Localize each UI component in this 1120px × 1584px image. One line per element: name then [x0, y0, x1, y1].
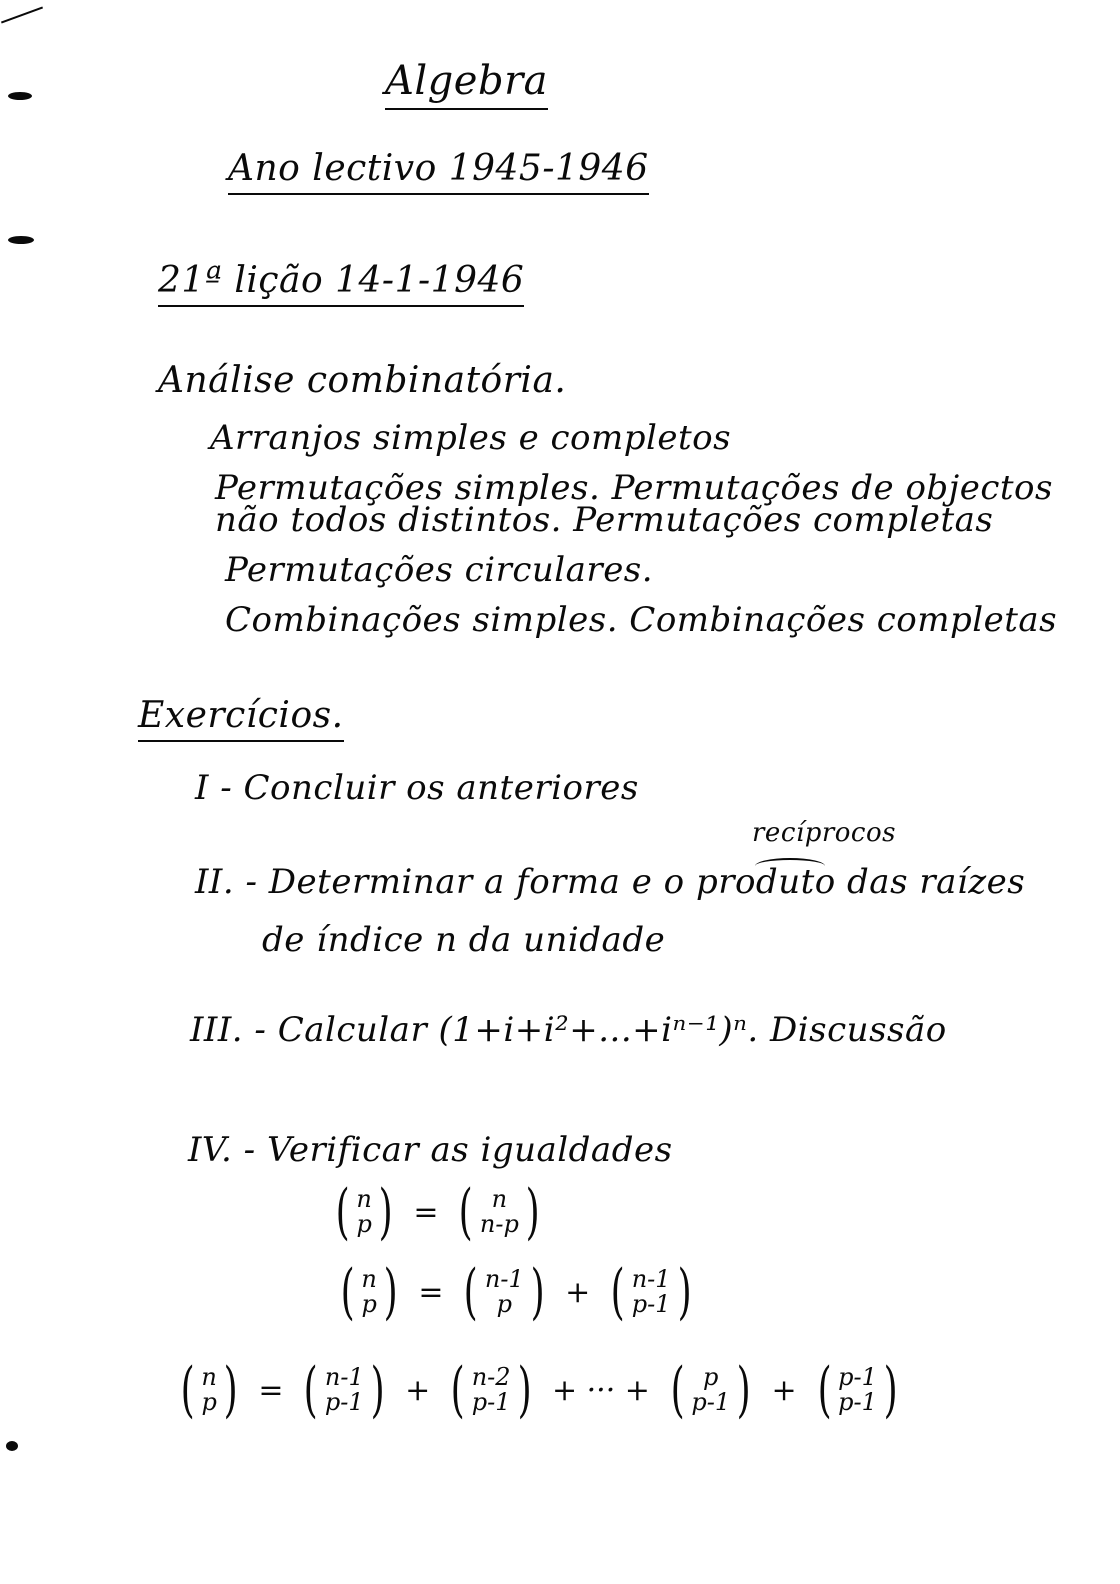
- academic-year: Ano lectivo 1945-1946: [228, 148, 649, 195]
- topic-line-5: Combinações simples. Combinações completas: [225, 600, 1058, 640]
- binom-bottom: p: [361, 1290, 377, 1318]
- topic-line-1: Arranjos simples e completos: [210, 418, 732, 458]
- exercise-ii-line-1: II. - Determinar a forma e o produto das raízes: [195, 862, 1026, 902]
- lesson-heading: 21ª lição 14-1-1946: [158, 260, 524, 307]
- binom-top: p: [703, 1362, 719, 1391]
- binom-lhs: ( n p ): [180, 1355, 238, 1425]
- binom-top: n: [356, 1184, 372, 1213]
- identity-2: [330, 1257, 702, 1327]
- binom-term-2: ( n-2 p-1 ): [450, 1355, 532, 1425]
- binom-term-1: ( n-1 p-1 ): [304, 1355, 385, 1425]
- exercise-i: I - Concluir os anteriores: [195, 768, 639, 808]
- binom-bottom: p-1: [324, 1388, 364, 1416]
- identity-3: [170, 1355, 908, 1425]
- binom-rhs-1: ( n-1 p ): [464, 1257, 545, 1327]
- identity-1: [325, 1177, 550, 1247]
- binom-term-3: ( p p-1 ): [670, 1355, 751, 1425]
- binom-top: n: [491, 1184, 508, 1213]
- page-title: Algebra: [385, 58, 548, 110]
- plus-sign: +: [405, 1372, 431, 1408]
- exercise-iii: III. - Calcular (1+i+i²+...+iⁿ⁻¹)ⁿ. Discussão: [190, 1010, 947, 1050]
- ellipsis-sum: + ··· +: [551, 1372, 650, 1408]
- equals-sign: =: [413, 1194, 439, 1230]
- scan-mark-top-left: [1, 7, 43, 24]
- binom-top: n-1: [484, 1264, 524, 1293]
- exercises-heading: Exercícios.: [138, 695, 344, 742]
- topic-title: Análise combinatória.: [158, 360, 567, 401]
- binom-top: n-2: [471, 1362, 511, 1391]
- scan-mark-1: [8, 92, 32, 100]
- binom-bottom: p-1: [838, 1388, 877, 1416]
- plus-sign: +: [565, 1274, 591, 1310]
- binom-lhs: ( n p ): [335, 1177, 393, 1247]
- binom-lhs: ( n p ): [340, 1257, 398, 1327]
- exercise-ii-insertion: recíprocos: [752, 818, 896, 848]
- binom-bottom: p: [356, 1210, 372, 1238]
- binom-bottom: p: [496, 1290, 512, 1318]
- topic-line-4: Permutações circulares.: [225, 550, 654, 590]
- binom-top: n: [201, 1362, 217, 1391]
- binom-rhs: ( n n-p ): [459, 1177, 540, 1247]
- scan-mark-3: [6, 1441, 18, 1451]
- equals-sign: =: [258, 1372, 284, 1408]
- exercise-ii-line-2: de índice n da unidade: [262, 920, 666, 960]
- equals-sign: =: [418, 1274, 444, 1310]
- scan-mark-2: [8, 236, 34, 244]
- exercise-iv: IV. - Verificar as igualdades: [188, 1130, 673, 1170]
- binom-top: n: [361, 1264, 377, 1293]
- binom-term-4: ( p-1 p-1 ): [817, 1355, 898, 1425]
- plus-sign: +: [771, 1372, 797, 1408]
- binom-bottom: p-1: [471, 1388, 511, 1416]
- binom-top: n-1: [631, 1264, 671, 1293]
- binom-bottom: p-1: [631, 1290, 671, 1318]
- topic-line-3: não todos distintos. Permutações completas: [215, 500, 994, 540]
- topic-line-2: Permutações simples. Permutações de objectos: [215, 468, 1053, 508]
- binom-top: p-1: [838, 1362, 877, 1391]
- binom-bottom: n-p: [479, 1210, 519, 1238]
- binom-rhs-2: ( n-1 p-1 ): [610, 1257, 692, 1327]
- binom-bottom: p: [201, 1388, 217, 1416]
- binom-top: n-1: [324, 1362, 364, 1391]
- binom-bottom: p-1: [691, 1388, 731, 1416]
